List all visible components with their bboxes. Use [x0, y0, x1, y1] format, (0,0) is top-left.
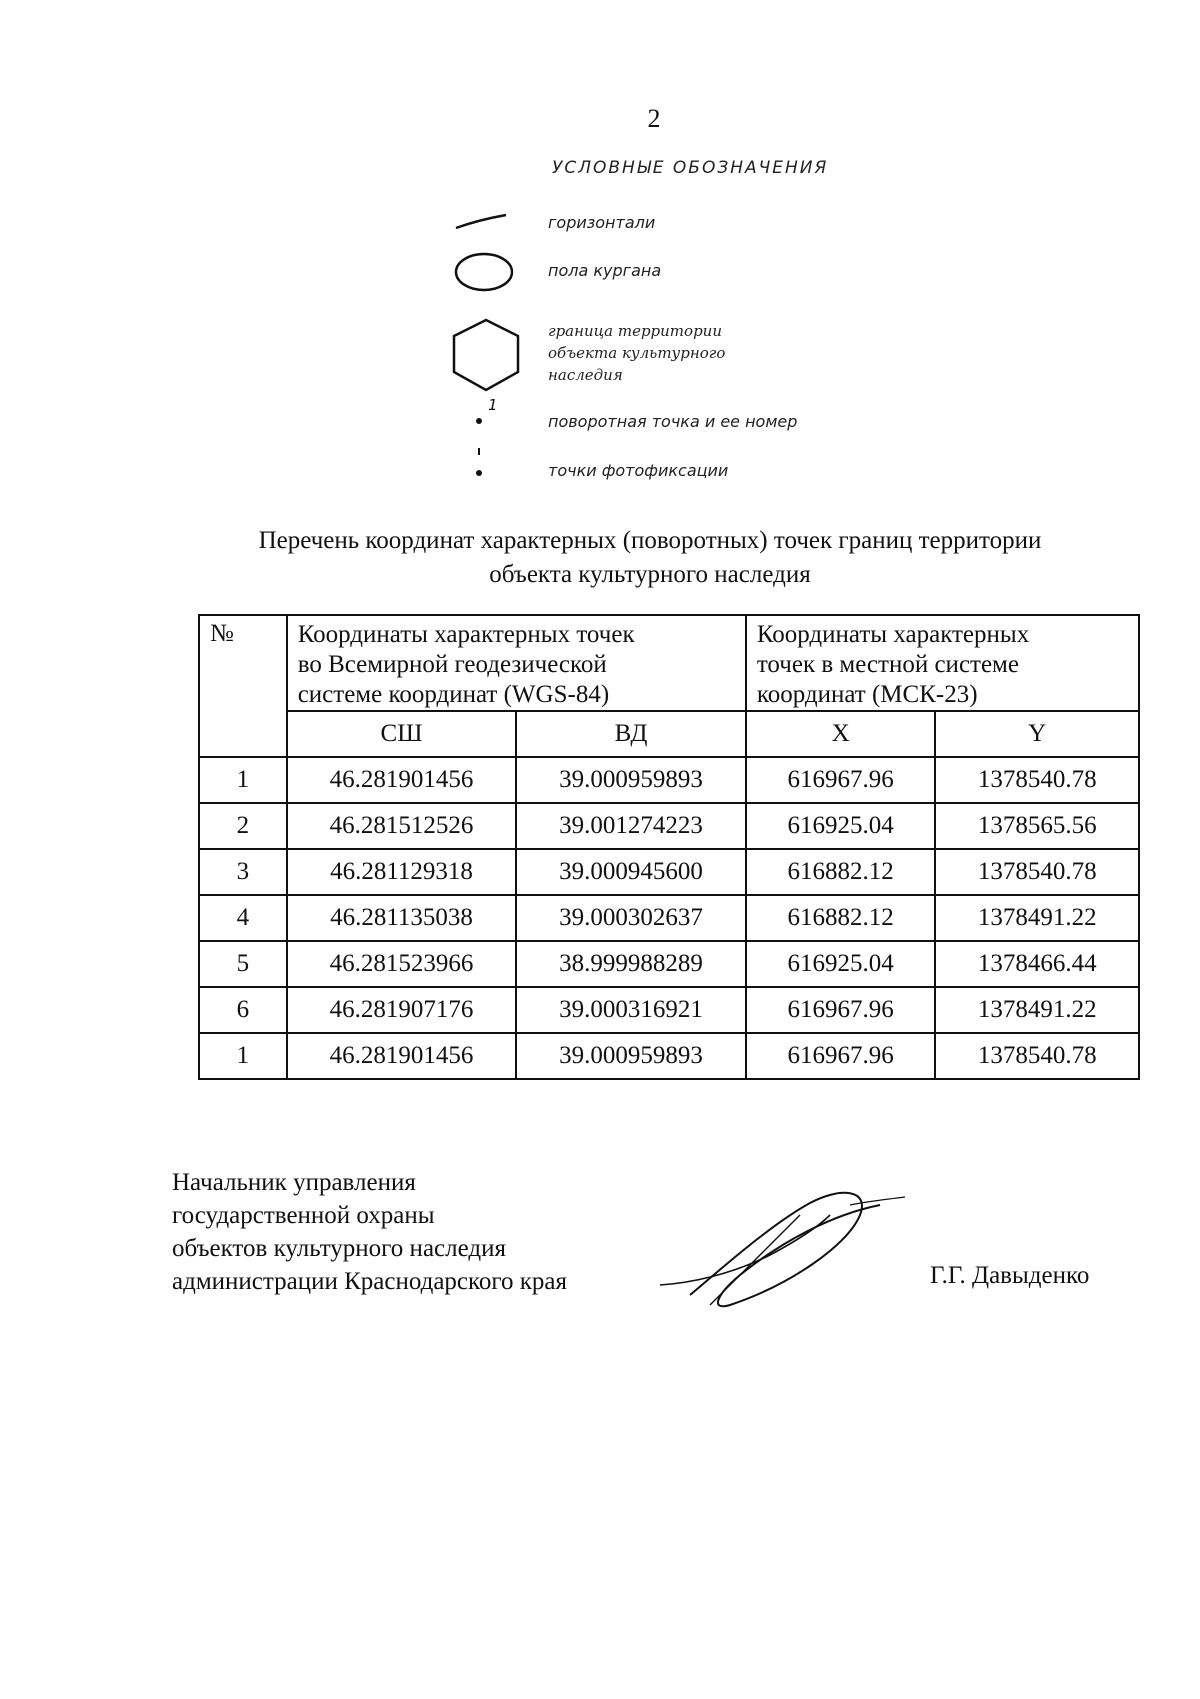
photo-point-icon — [448, 448, 508, 488]
cell-num: 1 — [199, 757, 287, 803]
legend-item-turning-point — [448, 398, 1008, 438]
table-subheader-row — [199, 711, 1139, 757]
cell-lat: 46.281901456 — [287, 1033, 517, 1079]
cell-lon: 39.000945600 — [516, 849, 746, 895]
table-row — [199, 1033, 1139, 1079]
mound-ellipse-icon — [448, 250, 518, 294]
signatory-position: Начальник управления государственной охраны объектов культурного наследия администрации Краснодарского края — [172, 1169, 568, 1295]
cell-num: 2 — [199, 803, 287, 849]
cell-lon: 39.000959893 — [516, 1033, 746, 1079]
turning-point-number: 1 — [488, 396, 498, 414]
cell-x: 616967.96 — [746, 1033, 936, 1079]
cell-y: 1378466.44 — [935, 941, 1139, 987]
table-row — [199, 803, 1139, 849]
subheader-lat: СШ — [287, 711, 517, 757]
header-wgs84: Координаты характерных точек во Всемирной геодезической системе координат (WGS-84) — [287, 615, 746, 711]
cell-num: 1 — [199, 1033, 287, 1079]
cell-y: 1378491.22 — [935, 987, 1139, 1033]
table-row — [199, 987, 1139, 1033]
cell-lat: 46.281907176 — [287, 987, 517, 1033]
cell-lat: 46.281901456 — [287, 757, 517, 803]
header-msk23: Координаты характерных точек в местной системе координат (МСК-23) — [746, 615, 1139, 711]
legend-label-contours: горизонтали — [548, 213, 656, 232]
cell-lat: 46.281512526 — [287, 803, 517, 849]
legend-item-mound — [448, 250, 1008, 306]
coordinates-table — [198, 614, 1140, 1080]
cell-y: 1378540.78 — [935, 757, 1139, 803]
page-number: 2 — [647, 104, 661, 133]
table-header-row — [199, 615, 1139, 711]
cell-num: 3 — [199, 849, 287, 895]
cell-y: 1378565.56 — [935, 803, 1139, 849]
legend-item-boundary — [448, 316, 1008, 396]
table-row — [199, 849, 1139, 895]
cell-lat: 46.281129318 — [287, 849, 517, 895]
legend-label-turning-point: поворотная точка и ее номер — [548, 412, 798, 431]
legend-title: УСЛОВНЫЕ ОБОЗНАЧЕНИЯ — [552, 158, 829, 178]
cell-num: 5 — [199, 941, 287, 987]
cell-x: 616925.04 — [746, 803, 936, 849]
legend-label-mound: пола кургана — [548, 261, 662, 280]
cell-y: 1378491.22 — [935, 895, 1139, 941]
cell-lon: 39.000316921 — [516, 987, 746, 1033]
hexagon-boundary-icon — [448, 316, 528, 396]
subheader-y: Y — [935, 711, 1139, 757]
table-row — [199, 895, 1139, 941]
cell-lon: 39.000302637 — [516, 895, 746, 941]
cell-x: 616967.96 — [746, 987, 936, 1033]
handwritten-signature — [650, 1175, 910, 1315]
signer-name: Г.Г. Давыденко — [930, 1262, 1090, 1289]
cell-y: 1378540.78 — [935, 1033, 1139, 1079]
cell-num: 4 — [199, 895, 287, 941]
legend-item-photo-point — [448, 448, 1008, 488]
subheader-x: X — [746, 711, 936, 757]
legend-label-photo-point: точки фотофиксации — [548, 461, 729, 480]
table-row — [199, 757, 1139, 803]
cell-lon: 39.001274223 — [516, 803, 746, 849]
cell-x: 616925.04 — [746, 941, 936, 987]
subheader-lon: ВД — [516, 711, 746, 757]
cell-y: 1378540.78 — [935, 849, 1139, 895]
cell-lat: 46.281523966 — [287, 941, 517, 987]
cell-x: 616882.12 — [746, 849, 936, 895]
turning-point-icon — [448, 398, 508, 438]
list-title: Перечень координат характерных (поворотных) точек границ территории объекта культурного наследия — [258, 527, 1042, 588]
table-row — [199, 941, 1139, 987]
header-num: № — [199, 615, 287, 757]
legend-label-boundary: граница территории объекта культурного наследия — [548, 322, 726, 384]
cell-x: 616967.96 — [746, 757, 936, 803]
cell-lat: 46.281135038 — [287, 895, 517, 941]
cell-num: 6 — [199, 987, 287, 1033]
cell-x: 616882.12 — [746, 895, 936, 941]
cell-lon: 39.000959893 — [516, 757, 746, 803]
cell-lon: 38.999988289 — [516, 941, 746, 987]
contour-line-icon — [448, 212, 518, 232]
